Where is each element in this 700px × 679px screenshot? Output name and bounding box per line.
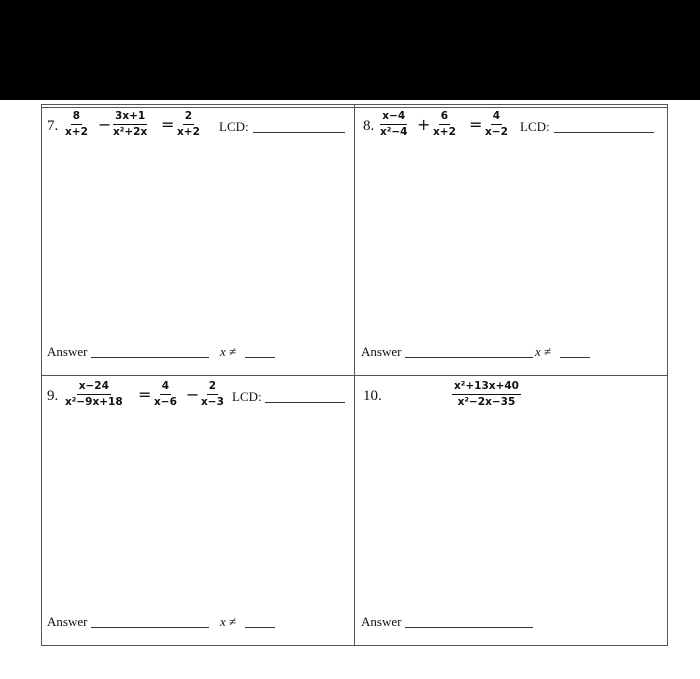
numerator: 4: [491, 110, 502, 125]
numerator: 2: [183, 110, 194, 125]
minus-operator: −: [98, 115, 112, 134]
answer-blank[interactable]: [405, 357, 533, 358]
denominator: x²+2x: [113, 126, 148, 138]
lcd-blank[interactable]: [253, 132, 345, 133]
denominator: x+2: [433, 126, 456, 138]
answer-blank[interactable]: [91, 357, 209, 358]
denominator: x−3: [201, 396, 224, 408]
lcd-blank[interactable]: [265, 402, 345, 403]
fraction-3: [483, 110, 510, 139]
numerator: x−4: [380, 110, 407, 125]
fraction-1: [452, 380, 521, 409]
fraction-1: [378, 110, 409, 139]
lcd-label: LCD:: [219, 119, 249, 134]
numerator: 2: [207, 380, 218, 395]
restriction-blank[interactable]: [560, 357, 590, 358]
numerator: 8: [71, 110, 82, 125]
denominator: x+2: [177, 126, 200, 138]
denominator: x²−9x+18: [65, 396, 123, 408]
fraction-3: [199, 380, 226, 409]
fraction-2: [152, 380, 179, 409]
problem-9: [41, 376, 354, 645]
problem-number: 8.: [363, 118, 375, 134]
problem-number: 7.: [47, 118, 59, 134]
plus-operator: +: [417, 115, 431, 134]
equals-operator: =: [161, 115, 175, 134]
restriction-blank[interactable]: [245, 627, 275, 628]
lcd-label: LCD:: [232, 389, 262, 404]
restriction-label: x ≠: [220, 344, 237, 359]
problem-7: [41, 104, 354, 375]
problem-10: [355, 376, 668, 645]
fraction-2: [431, 110, 458, 139]
answer-blank[interactable]: [91, 627, 209, 628]
denominator: x−6: [154, 396, 177, 408]
problem-number: 9.: [47, 388, 59, 404]
answer-label: Answer: [361, 344, 402, 359]
restriction-label: x ≠: [535, 344, 552, 359]
denominator: x+2: [65, 126, 88, 138]
denominator: x²−4: [380, 126, 408, 138]
top-black-bar: [0, 0, 700, 100]
lcd-blank[interactable]: [554, 132, 654, 133]
numerator: x²+13x+40: [452, 380, 521, 395]
answer-blank[interactable]: [405, 627, 533, 628]
denominator: x²−2x−35: [457, 396, 516, 408]
restriction-blank[interactable]: [245, 357, 275, 358]
problem-8: [355, 104, 668, 375]
fraction-3: [175, 110, 202, 139]
equals-operator: =: [469, 115, 483, 134]
equals-operator: =: [138, 385, 152, 404]
worksheet: [41, 104, 668, 646]
numerator: 6: [439, 110, 450, 125]
numerator: 4: [160, 380, 171, 395]
restriction-label: x ≠: [220, 614, 237, 629]
minus-operator: −: [186, 385, 200, 404]
problem-number: 10.: [363, 388, 382, 404]
lcd-label: LCD:: [520, 119, 550, 134]
denominator: x−2: [485, 126, 508, 138]
numerator: x−24: [77, 380, 111, 395]
fraction-1: [63, 110, 90, 139]
numerator: 3x+1: [113, 110, 147, 125]
fraction-2: [111, 110, 149, 139]
answer-label: Answer: [361, 614, 402, 629]
fraction-1: [63, 380, 125, 409]
answer-label: Answer: [47, 344, 88, 359]
answer-label: Answer: [47, 614, 88, 629]
